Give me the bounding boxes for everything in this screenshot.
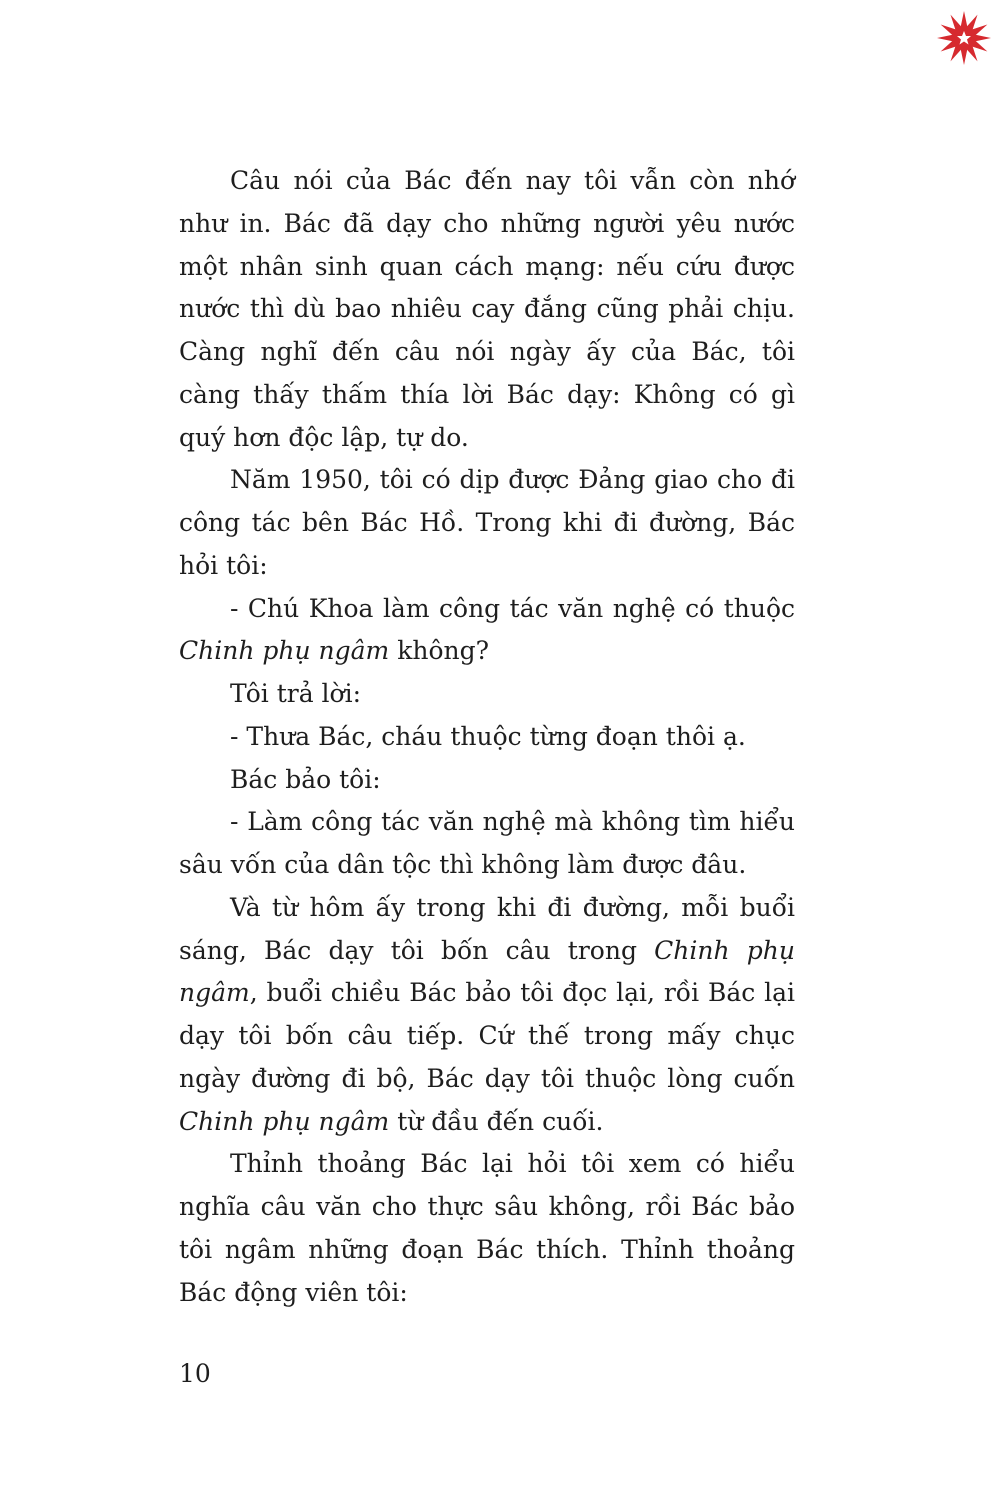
- narrative-paragraph: [179, 759, 795, 802]
- text-run: , buổi chiều Bác bảo tôi đọc lại, rồi Bác lại dạy tôi bốn câu tiếp. Cứ thế trong mấy chục ngày đường đi bộ, Bác dạy tôi thuộc lòng cuốn: [179, 978, 795, 1093]
- narrative-paragraph: [179, 160, 795, 459]
- text-run: - Chú Khoa làm công tác văn nghệ có thuộc: [230, 593, 795, 623]
- dialogue-paragraph: [179, 588, 795, 674]
- narrative-paragraph: [179, 1143, 795, 1314]
- narrative-paragraph: [179, 673, 795, 716]
- dialogue-paragraph: [179, 801, 795, 887]
- text-run: Và từ hôm ấy trong khi đi đường, mỗi buổi sáng, Bác dạy tôi bốn câu trong: [179, 892, 795, 965]
- text-run: Bác bảo tôi:: [230, 764, 381, 794]
- italic-title: Chinh phụ ngâm: [179, 1106, 390, 1136]
- text-run: Câu nói của Bác đến nay tôi vẫn còn nhớ như in. Bác đã dạy cho những người yêu nước một nhân sinh quan cách mạng: nếu cứu được nước thì dù bao nhiêu cay đắng cũng phải chịu. Càng nghĩ đến câu nói ngày ấy của Bác, tôi càng thấy thấm thía lời Bác dạy: Không có gì quý hơn độc lập, tự do.: [179, 166, 795, 452]
- text-run: - Thưa Bác, cháu thuộc từng đoạn thôi ạ.: [230, 721, 746, 751]
- publisher-star-logo-icon: [936, 10, 992, 66]
- text-run: Tôi trả lời:: [230, 679, 362, 708]
- narrative-paragraph: [179, 887, 795, 1144]
- text-run: - Làm công tác văn nghệ mà không tìm hiểu sâu vốn của dân tộc thì không làm được đâu.: [179, 807, 795, 879]
- narrative-paragraph: [179, 459, 795, 587]
- publisher-logo: [936, 10, 992, 66]
- text-run: không?: [389, 636, 490, 666]
- text-run: Năm 1950, tôi có dịp được Đảng giao cho đi công tác bên Bác Hồ. Trong khi đi đường, Bác hỏi tôi:: [179, 465, 795, 580]
- page-number: 10: [179, 1359, 211, 1388]
- italic-title: Chinh phụ ngâm: [179, 935, 795, 1008]
- text-run: từ đầu đến cuối.: [389, 1106, 604, 1136]
- body-text: [179, 160, 795, 1314]
- dialogue-paragraph: [179, 716, 795, 759]
- italic-title: Chinh phụ ngâm: [179, 636, 390, 666]
- text-run: Thỉnh thoảng Bác lại hỏi tôi xem có hiểu nghĩa câu văn cho thực sâu không, rồi Bác bảo tôi ngâm những đoạn Bác thích. Thỉnh thoảng Bác động viên tôi:: [179, 1149, 795, 1307]
